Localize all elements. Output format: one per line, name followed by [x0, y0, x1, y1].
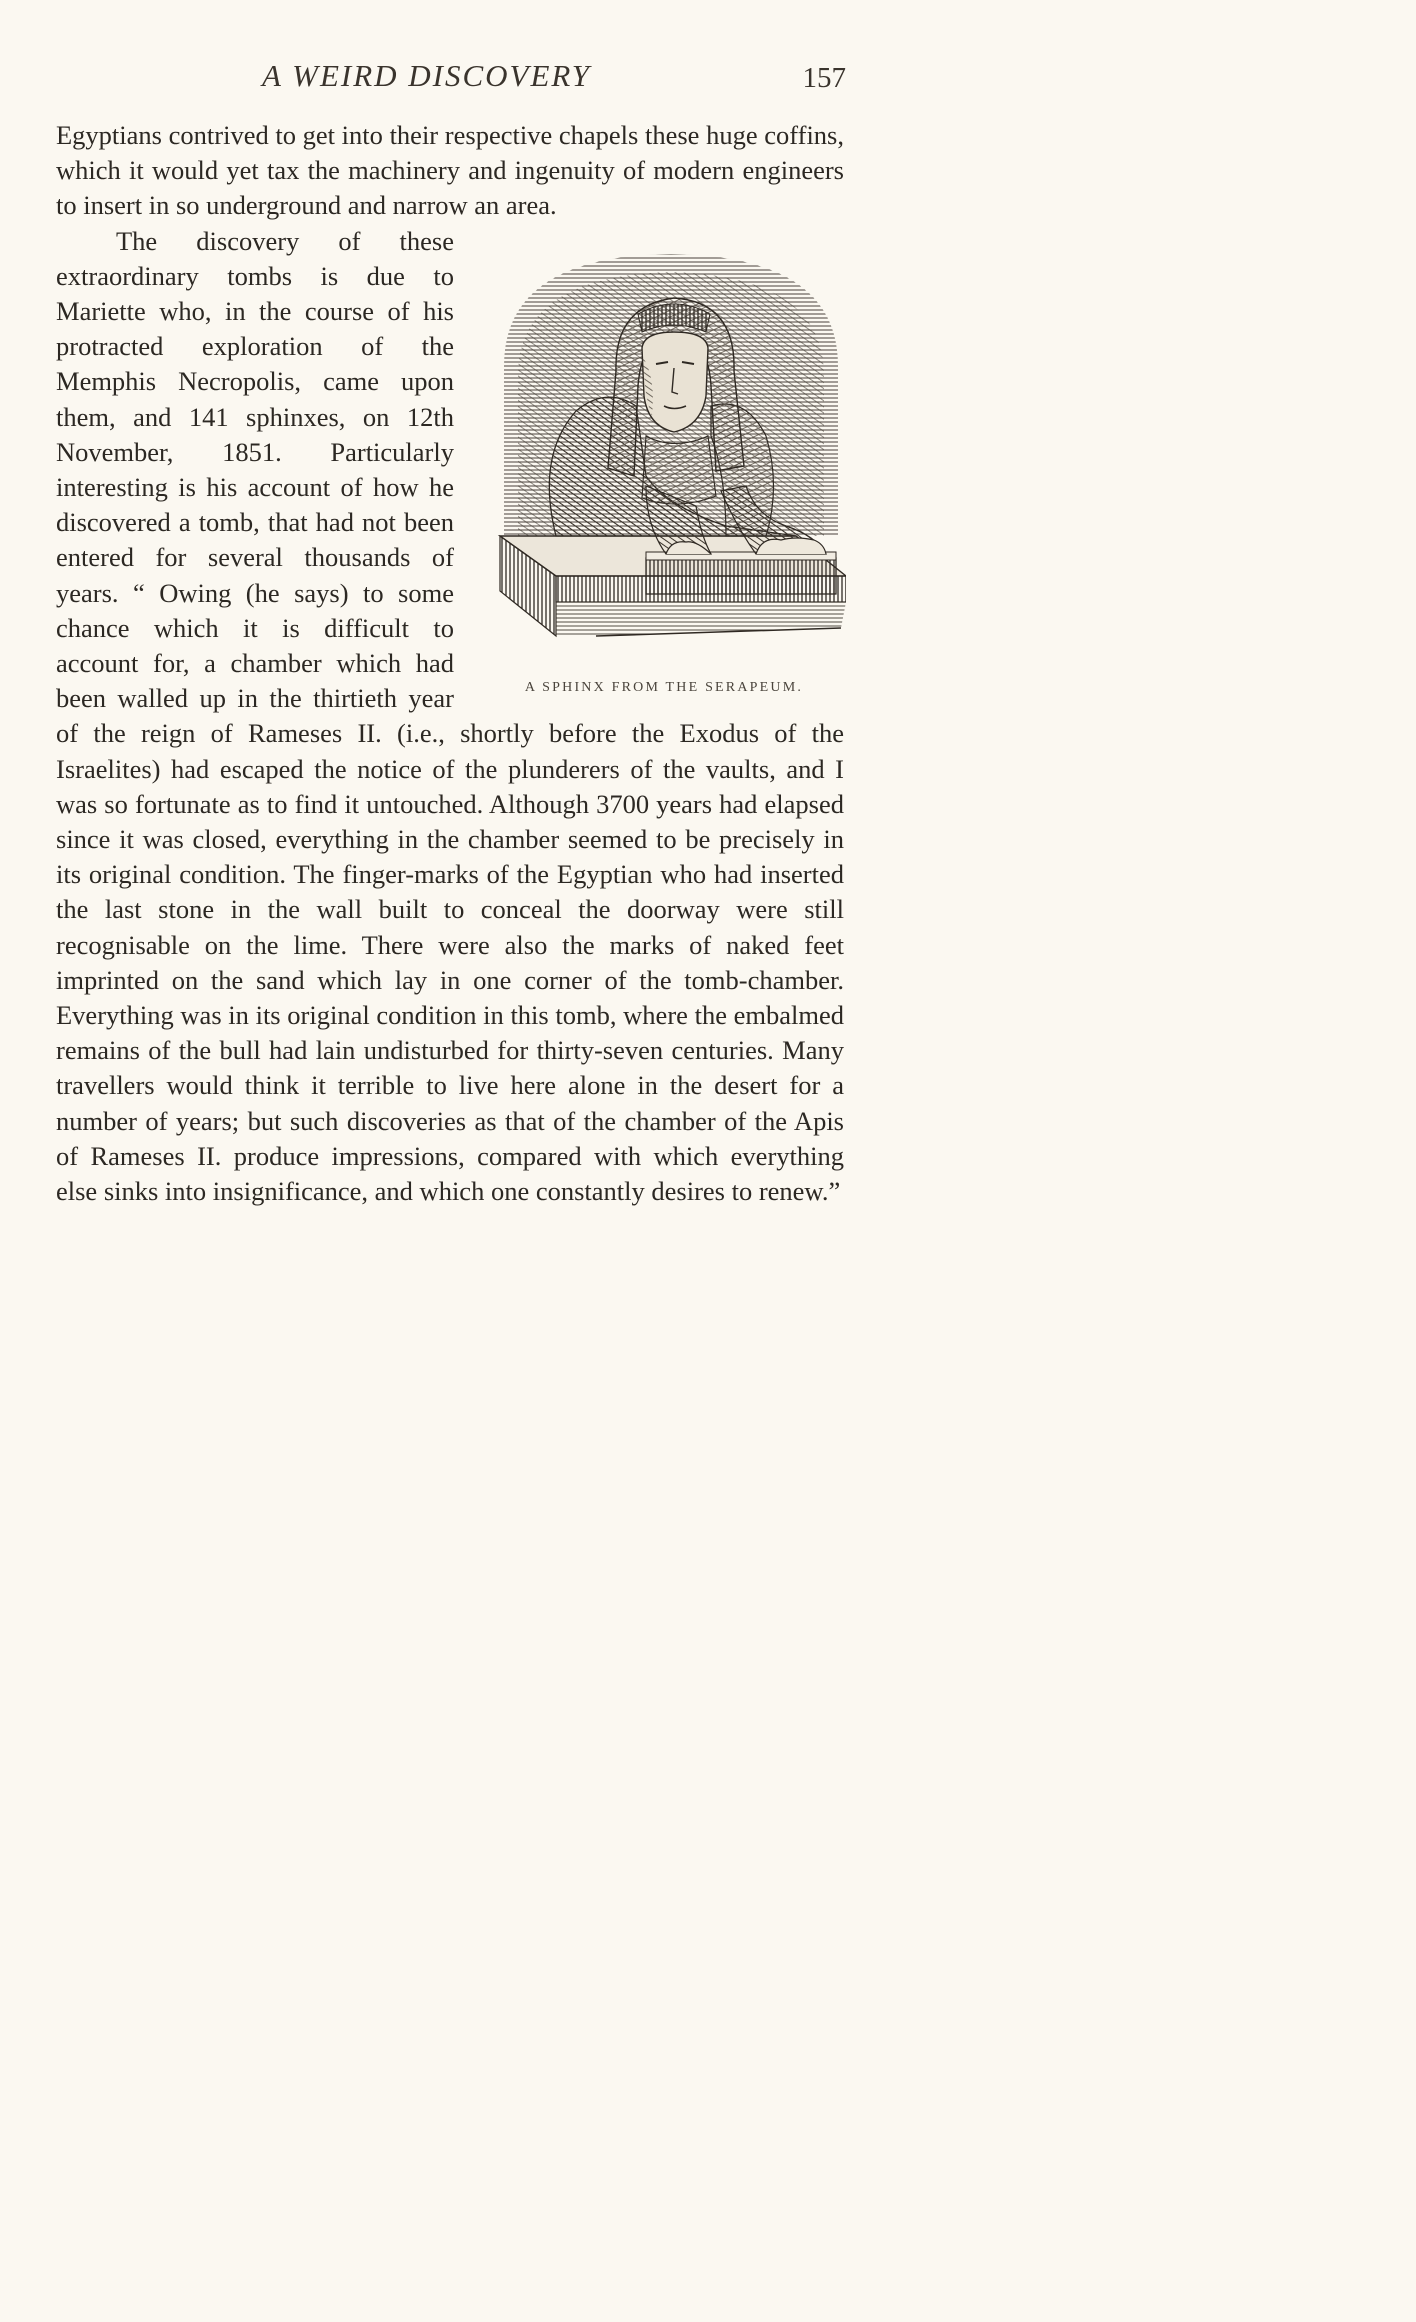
- sphinx-figure: [484, 236, 844, 697]
- paragraph-continuation: Egyptians contrived to get into their respective chapels these huge coffins, which it would yet tax the machinery and ingenuity of modern engineers to insert in so underground and narrow an area.: [56, 120, 844, 221]
- running-title: A WEIRD DISCOVERY: [262, 58, 592, 93]
- page-header: [0, 58, 956, 98]
- body-text: [56, 118, 844, 1209]
- figure-caption: A SPHINX FROM THE SERAPEUM.: [524, 679, 804, 695]
- page-number: 157: [802, 62, 846, 94]
- paragraph-main: The discovery of these extraordinary tombs is due to Mariette who, in the course of his protracted exploration of the Memphis Necropolis, came upon them, and 141 sphinxes, on 12th November, 1851. Particularly interesting is his account of how he discovered a tomb, that had not been entered for several thousands of years. “ Owing (he says) to some chance which it is difficult to account for, a chamber which had been walled up in the thirtieth year of the reign of Rameses II. (i.e., shortly before the Exodus of the Israelites) had escaped the notice of the plunderers of the vaults, and I was so fortunate as to find it untouched. Although 3700 years had elapsed since it was closed, everything in the chamber seemed to be precisely in its original condition. The finger-marks of the Egyptian who had inserted the last stone in the wall built to conceal the doorway were still recognisable on the lime. There were also the marks of naked feet imprinted on the sand which lay in one corner of the tomb-chamber. Everything was in its original condition in this tomb, where the embalmed remains of the bull had lain undisturbed for thirty-seven centuries. Many travellers would think it terrible to live here alone in the desert for a number of years; but such discoveries as that of the chamber of the Apis of Rameses II. produce impressions, compared with which everything else sinks into insignificance, and which one constantly desires to renew.”: [56, 225, 844, 1207]
- sphinx-engraving: [496, 236, 846, 651]
- book-page: [0, 0, 956, 1568]
